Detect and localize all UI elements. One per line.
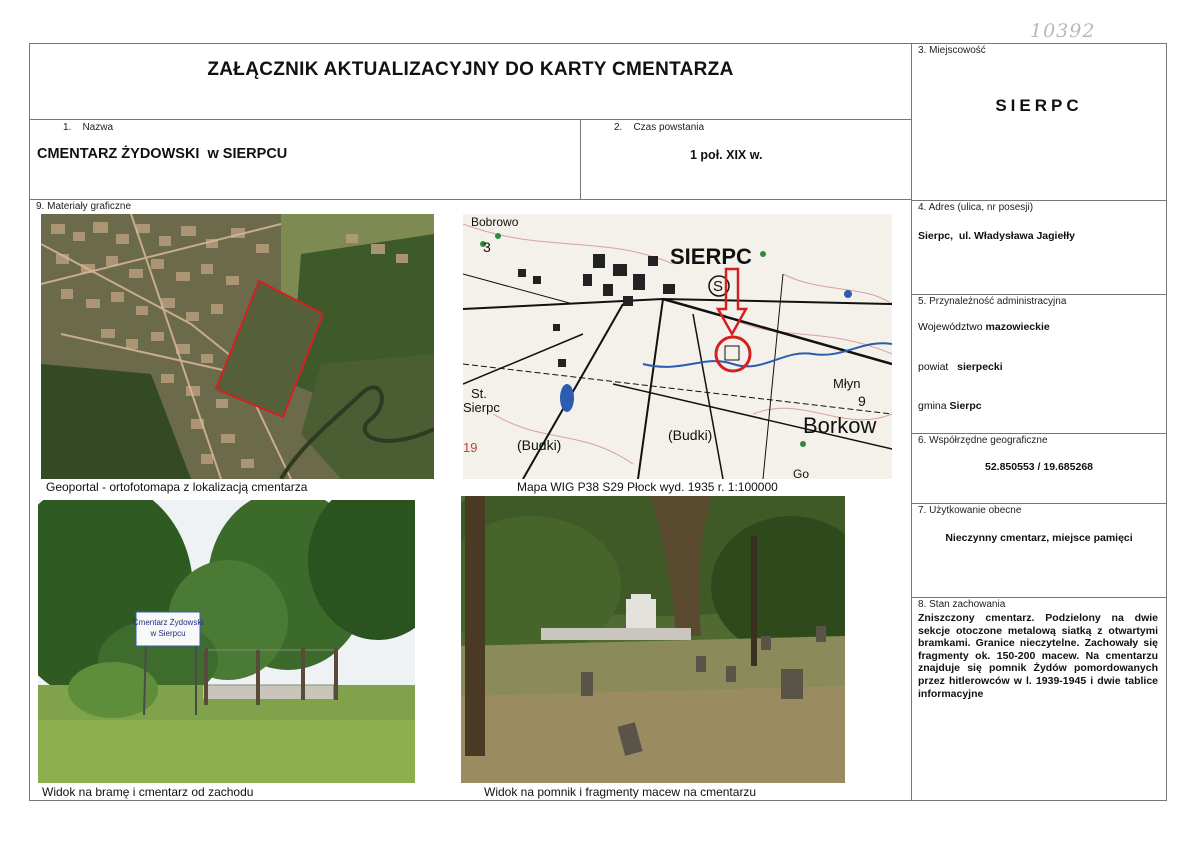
locality-cell	[911, 43, 1167, 201]
map-label-town: SIERPC	[670, 244, 752, 269]
county-line	[918, 361, 1003, 373]
county-value: sierpecki	[957, 361, 1003, 373]
graphics-label: 9. Materiały graficzne	[36, 201, 132, 212]
date-label: 2. Czas powstania	[614, 122, 705, 133]
address-value: Sierpc, ul. Władysława Jagiełły	[918, 230, 1075, 242]
orthophoto-image	[41, 214, 434, 479]
address-label: 4. Adres (ulica, nr posesji)	[918, 202, 1034, 213]
map-label-bobrowo: Bobrowo	[471, 215, 519, 229]
voivodeship-value: mazowieckie	[985, 321, 1050, 333]
commune-line	[918, 400, 982, 412]
monument-photo	[461, 496, 845, 783]
map-label-st-2: Sierpc	[463, 400, 500, 415]
map-label-st-1: St.	[471, 386, 487, 401]
map-label-mlyn: Młyn	[833, 376, 861, 391]
map-label-9: 9	[858, 393, 866, 409]
gate-photo	[38, 500, 415, 783]
condition-label: 8. Stan zachowania	[918, 599, 1006, 610]
archive-number: 10392	[1030, 20, 1096, 42]
voivodeship-line	[918, 321, 1050, 333]
locality-value: SIERPC	[995, 96, 1083, 115]
county-prefix: powiat	[918, 361, 949, 373]
map-label-budki-2: (Budki)	[668, 427, 713, 443]
coords-label: 6. Współrzędne geograficzne	[918, 435, 1048, 446]
voivodeship-prefix: Województwo	[918, 321, 983, 333]
date-value: 1 poł. XIX w.	[690, 148, 763, 162]
historic-map-image	[463, 214, 892, 479]
name-label: 1. Nazwa	[63, 122, 114, 133]
gate-photo-caption: Widok na bramę i cmentarz od zachodu	[42, 785, 254, 799]
coords-value: 52.850553 / 19.685268	[984, 461, 1094, 473]
map-label-sz: S	[713, 278, 724, 295]
map-label-go: Go	[793, 467, 810, 479]
name-value: CMENTARZ ŻYDOWSKI w SIERPCU	[37, 146, 288, 162]
usage-value: Nieczynny cmentarz, miejsce pamięci	[945, 532, 1133, 544]
monument-photo-caption: Widok na pomnik i fragmenty macew na cmentarzu	[484, 785, 757, 799]
condition-value: Zniszczony cmentarz. Podzielony na dwie sekcje otoczone metalową siatką z otwartymi bramkami. Granice nieczytelne. Zachowały się fragmenty ok. 150-200 macew. Na cmentarzu znajduje się pomnik Żydów pomordowanych przez hitlerowców w l. 1939-1945 i dwie tablice informacyjne	[918, 612, 1158, 700]
map-label-3: 3	[483, 239, 491, 255]
map-label-borkow: Borkow	[803, 413, 877, 438]
sign-line-1: Cmentarz Żydowski	[132, 618, 204, 627]
sign-line-2: w Sierpcu	[150, 629, 186, 638]
commune-value: Sierpc	[949, 400, 982, 412]
usage-cell	[911, 503, 1167, 598]
title-cell	[29, 43, 912, 120]
locality-label: 3. Miejscowość	[918, 45, 986, 56]
historic-map-caption: Mapa WIG P38 S29 Płock wyd. 1935 r. 1:100000	[517, 480, 778, 494]
commune-prefix: gmina	[918, 400, 947, 412]
admin-label: 5. Przynależność administracyjna	[918, 296, 1067, 307]
usage-label: 7. Użytkowanie obecne	[918, 505, 1022, 516]
map-label-budki-1: (Budki)	[517, 437, 562, 453]
address-cell	[911, 200, 1167, 295]
orthophoto-caption: Geoportal - ortofotomapa z lokalizacją cmentarza	[46, 480, 308, 494]
document-title: ZAŁĄCZNIK AKTUALIZACYJNY DO KARTY CMENTARZA	[207, 59, 734, 80]
map-label-19: 19	[463, 440, 478, 455]
